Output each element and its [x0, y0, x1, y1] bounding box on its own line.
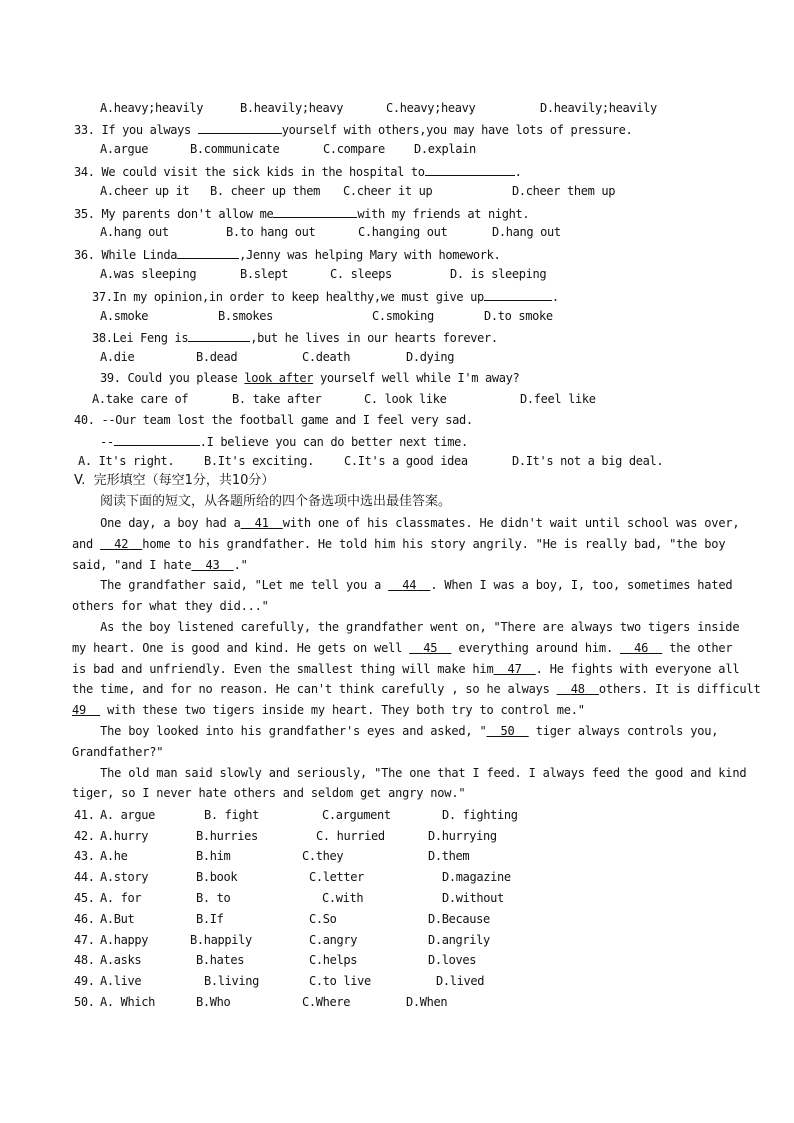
question-text: .	[514, 165, 522, 179]
option-a: A.hurry	[100, 829, 149, 843]
passage-line	[72, 638, 733, 659]
question-text: If you always	[101, 123, 198, 137]
question-number: 40.	[74, 413, 95, 427]
blank-number: 50	[500, 723, 515, 738]
blank-number: 43	[205, 557, 220, 572]
option-b: B. take after	[232, 392, 322, 406]
option-c: C. hurried	[316, 829, 385, 843]
option-b: B.hates	[196, 953, 245, 967]
question-number: 48.	[74, 953, 95, 967]
option-a: A.heavy;heavily	[100, 101, 204, 115]
blank-number: 41	[254, 516, 269, 530]
option-a: A.asks	[100, 953, 142, 967]
question-37	[92, 287, 559, 305]
option-d: D.hang out	[492, 225, 561, 239]
option-c: C.death	[302, 350, 351, 364]
option-c: C.smoking	[372, 309, 434, 323]
text: ."	[233, 557, 248, 572]
blank-49	[72, 703, 100, 717]
passage-line	[72, 783, 722, 804]
option-b: B.him	[196, 849, 231, 863]
blank-number: 42	[114, 536, 129, 551]
text: The old man said slowly and seriously, "The one that I feed. I always feed the good and kind	[100, 765, 747, 780]
section-instruction: 阅读下面的短文，从各题所给的四个备选项中选出最佳答案。	[100, 494, 452, 509]
question-text: We could visit the sick kids in the hospital to	[101, 165, 425, 179]
passage-line	[72, 513, 740, 534]
blank-50	[486, 724, 528, 738]
blank-number: 49	[72, 703, 87, 718]
question-text: While Linda	[101, 248, 178, 262]
option-c: C. sleeps	[330, 267, 392, 281]
blank-41	[241, 516, 283, 530]
option-d: D.dying	[406, 350, 455, 364]
option-d: D.them	[428, 849, 470, 863]
text: tiger, so I never hate others and seldom get angry now."	[72, 786, 466, 801]
question-text: In my opinion,in order to keep healthy,we must give up	[112, 290, 484, 304]
question-number: 49.	[74, 974, 95, 988]
question-number: 37.	[92, 290, 113, 304]
text: my heart. One is good and kind. He gets on well	[72, 640, 403, 655]
answer-blank	[273, 204, 357, 218]
blank-43	[191, 558, 233, 572]
text: with one of his classmates. He didn't wait until school was over,	[282, 516, 740, 530]
option-c: C. look like	[364, 392, 447, 406]
question-number: 45.	[74, 891, 95, 905]
answer-blank	[114, 432, 200, 446]
text: As the boy listened carefully, the grandfather went on, "There are always two tigers inside	[100, 619, 740, 634]
underlined-phrase: look after	[244, 371, 314, 385]
question-number: 38.	[92, 331, 113, 345]
option-b: B.heavily;heavy	[240, 101, 344, 115]
blank-number: 44	[402, 578, 417, 593]
question-text: ,Jenny was helping Mary with homework.	[239, 248, 501, 262]
question-number: 43.	[74, 849, 95, 863]
option-b: B.book	[196, 870, 238, 884]
question-text: yourself with others,you may have lots of pressure.	[281, 123, 633, 137]
question-38	[92, 328, 498, 346]
option-d: D.magazine	[442, 870, 511, 884]
option-c: C.compare	[323, 142, 385, 156]
blank-number: 48	[570, 682, 585, 697]
text: Grandfather?"	[72, 744, 164, 759]
blank-number: 47	[507, 661, 522, 676]
option-d: D.Because	[428, 912, 490, 926]
option-a: A.story	[100, 870, 149, 884]
option-b: B.smokes	[218, 309, 273, 323]
option-d: D.It's not a big deal.	[512, 454, 664, 468]
option-b: B. to	[196, 891, 231, 905]
blank-42	[100, 537, 142, 551]
option-d: D.lived	[436, 974, 485, 988]
question-35	[74, 204, 529, 222]
question-text: with my friends at night.	[357, 207, 530, 221]
option-d: D.When	[406, 995, 448, 1009]
option-a: A.he	[100, 849, 128, 863]
option-a: A. It's right.	[78, 454, 175, 468]
answer-blank	[188, 328, 250, 342]
passage-line	[72, 721, 722, 742]
blank-number: 46	[634, 640, 649, 655]
dialogue-line: --Our team lost the football game and I feel very sad.	[101, 413, 473, 427]
option-b: B.living	[204, 974, 259, 988]
text: The grandfather said, "Let me tell you a	[100, 578, 382, 593]
blank-45	[409, 641, 451, 655]
text: home to his grandfather. He told him his story angrily. "He is really bad, "the boy	[142, 536, 726, 551]
answer-blank	[198, 120, 282, 134]
option-d: D.to smoke	[484, 309, 553, 323]
question-34	[74, 162, 521, 180]
question-40-reply	[100, 432, 468, 450]
option-b: B.happily	[190, 933, 252, 947]
option-c: C.heavy;heavy	[386, 101, 476, 115]
question-33	[74, 120, 632, 138]
option-b: B.If	[196, 912, 224, 926]
option-a: A.cheer up it	[100, 184, 190, 198]
option-d: D.explain	[414, 142, 476, 156]
option-a: A.But	[100, 912, 135, 926]
option-c: C.hanging out	[358, 225, 448, 239]
blank-44	[388, 578, 430, 592]
option-c: C.So	[309, 912, 337, 926]
passage	[72, 513, 761, 804]
text: others. It is difficult	[598, 682, 761, 697]
passage-line	[72, 659, 740, 680]
text: The boy looked into his grandfather's eyes and asked, "	[100, 723, 487, 738]
question-text: My parents don't allow me	[101, 207, 274, 221]
text: . He fights with everyone all	[535, 661, 740, 676]
option-a: A.happy	[100, 933, 149, 947]
text: said, "and I hate	[72, 557, 192, 572]
option-c: C.with	[322, 891, 364, 905]
option-c: C.they	[302, 849, 344, 863]
option-c: C.angry	[309, 933, 358, 947]
question-number: 42.	[74, 829, 95, 843]
blank-46	[620, 641, 662, 655]
question-39	[100, 370, 519, 386]
option-c: C.argument	[322, 808, 391, 822]
text: with these two tigers inside my heart. They both try to control me."	[107, 703, 585, 718]
section-title: V. 完形填空（每空1分，共10分）	[74, 473, 275, 488]
text: everything around him.	[458, 640, 613, 655]
question-text: Could you please	[127, 371, 245, 385]
question-number: 50.	[74, 995, 95, 1009]
text: the time, and for no reason. He can't think carefully , so he always	[72, 682, 550, 697]
option-c: C.helps	[309, 953, 358, 967]
passage-line	[72, 575, 733, 596]
question-number: 41.	[74, 808, 95, 822]
dialogue-dash: --	[100, 435, 114, 449]
option-a: A. argue	[100, 808, 155, 822]
option-d: D.angrily	[428, 933, 490, 947]
option-a: A.smoke	[100, 309, 149, 323]
option-b: B.to hang out	[226, 225, 316, 239]
question-number: 47.	[74, 933, 95, 947]
option-d: D.loves	[428, 953, 477, 967]
option-a: A. for	[100, 891, 142, 905]
question-text: .	[551, 290, 559, 304]
blank-number: 45	[423, 640, 438, 655]
question-number: 44.	[74, 870, 95, 884]
option-c: C.to live	[309, 974, 371, 988]
option-b: B.slept	[240, 267, 289, 281]
question-40	[74, 412, 473, 428]
option-b: B.hurries	[196, 829, 258, 843]
option-c: C.letter	[309, 870, 364, 884]
passage-line	[72, 700, 722, 721]
text: and	[72, 536, 94, 551]
option-c: C.cheer it up	[343, 184, 433, 198]
option-a: A.was sleeping	[100, 267, 197, 281]
question-number: 35.	[74, 207, 95, 221]
option-c: C.It's a good idea	[344, 454, 468, 468]
text: is bad and unfriendly. Even the smallest thing will make him	[72, 661, 494, 676]
option-b: B. fight	[204, 808, 259, 822]
question-text: yourself well while I'm away?	[313, 371, 520, 385]
answer-blank	[177, 245, 239, 259]
option-a: A. Which	[100, 995, 155, 1009]
passage-line	[72, 617, 740, 638]
option-d: D.heavily;heavily	[540, 101, 657, 115]
option-a: A.take care of	[92, 392, 189, 406]
question-number: 34.	[74, 165, 95, 179]
dialogue-line: .I believe you can do better next time.	[199, 435, 468, 449]
question-text: Lei Feng is	[112, 331, 189, 345]
option-b: B.It's exciting.	[204, 454, 314, 468]
blank-48	[557, 682, 599, 696]
passage-line	[72, 679, 761, 700]
question-text: ,but he lives in our hearts forever.	[250, 331, 498, 345]
option-a: A.hang out	[100, 225, 169, 239]
text: . When I was a boy, I, too, sometimes hated	[430, 578, 733, 593]
passage-line	[72, 742, 722, 763]
option-d: D.without	[442, 891, 504, 905]
option-c: C.Where	[302, 995, 351, 1009]
question-number: 46.	[74, 912, 95, 926]
option-a: A.live	[100, 974, 142, 988]
answer-blank	[425, 162, 515, 176]
text: the other	[669, 640, 733, 655]
text: others for what they did..."	[72, 599, 269, 614]
question-number: 33.	[74, 123, 95, 137]
option-b: B.Who	[196, 995, 231, 1009]
option-b: B. cheer up them	[210, 184, 320, 198]
option-b: B.dead	[196, 350, 238, 364]
passage-line	[72, 596, 722, 617]
option-a: A.argue	[100, 142, 149, 156]
passage-line	[72, 555, 722, 576]
passage-line	[72, 534, 726, 555]
answer-blank	[484, 287, 552, 301]
option-d: D. is sleeping	[450, 267, 547, 281]
question-number: 39.	[100, 371, 121, 385]
option-b: B.communicate	[190, 142, 280, 156]
question-36	[74, 245, 500, 263]
text: One day, a boy had a	[100, 516, 241, 530]
option-d: D.hurrying	[428, 829, 497, 843]
blank-47	[493, 662, 535, 676]
question-number: 36.	[74, 248, 95, 262]
text: tiger always controls you,	[535, 723, 719, 738]
option-d: D.feel like	[520, 392, 596, 406]
passage-line	[72, 763, 747, 784]
option-a: A.die	[100, 350, 135, 364]
option-d: D.cheer them up	[512, 184, 616, 198]
option-d: D. fighting	[442, 808, 518, 822]
